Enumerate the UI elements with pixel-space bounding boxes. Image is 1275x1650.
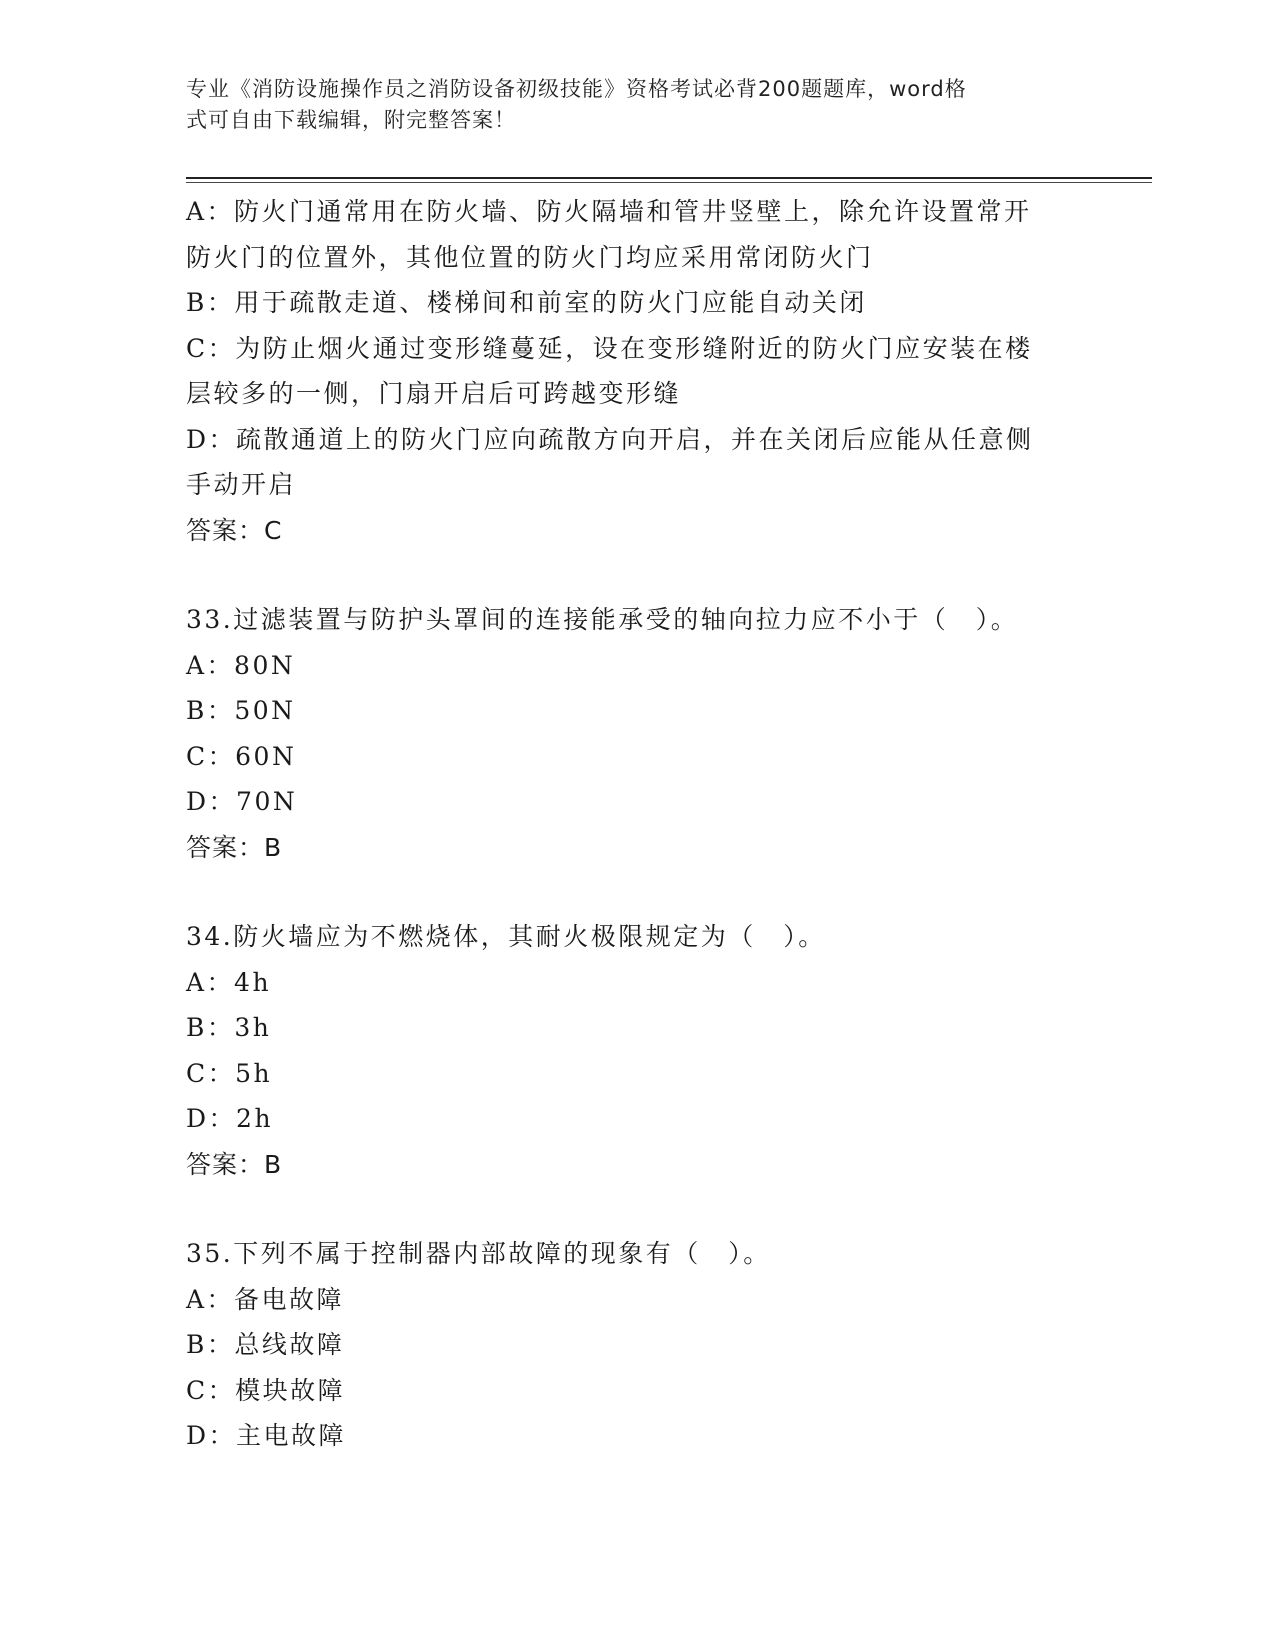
spacer xyxy=(186,1187,1086,1231)
option-a: A：80N xyxy=(186,650,296,680)
question-stem: 34.防火墙应为不燃烧体，其耐火极限规定为（ ）。 xyxy=(186,922,826,951)
option-c: C：模块故障 xyxy=(186,1375,346,1405)
spacer xyxy=(186,870,1086,914)
option-a-line-1: A：防火门通常用在防火墙、防火隔墙和管井竖壁上，除允许设置常开 xyxy=(186,197,1032,226)
question-33 xyxy=(186,597,1086,870)
option-c-line-1: C：为防止烟火通过变形缝蔓延，设在变形缝附近的防火门应安装在楼 xyxy=(186,333,1033,363)
option-b: B：50N xyxy=(186,696,296,725)
header-line-1: 专业《消防设施操作员之消防设备初级技能》资格考试必背200题题库，word格 xyxy=(186,77,967,101)
answer: 答案：C xyxy=(186,515,283,545)
option-d: D：2h xyxy=(186,1104,274,1133)
spacer xyxy=(186,553,1086,597)
option-b: B：用于疏散走道、楼梯间和前室的防火门应能自动关闭 xyxy=(186,288,867,317)
option-c: C：60N xyxy=(186,741,297,771)
answer: 答案：B xyxy=(186,832,283,862)
question-stem: 33.过滤装置与防护头罩间的连接能承受的轴向拉力应不小于（ ）。 xyxy=(186,605,1019,634)
header-line-2: 式可自由下载编辑，附完整答案！ xyxy=(186,108,516,132)
option-a-line-2: 防火门的位置外，其他位置的防火门均应采用常闭防火门 xyxy=(186,242,874,272)
answer: 答案：B xyxy=(186,1149,283,1179)
option-d: D：70N xyxy=(186,787,298,816)
question-content xyxy=(186,189,1086,1459)
prev-question xyxy=(186,189,1086,553)
question-stem: 35.下列不属于控制器内部故障的现象有（ ）。 xyxy=(186,1239,771,1268)
header-rule-thick xyxy=(186,177,1152,179)
option-a: A：备电故障 xyxy=(186,1284,345,1314)
option-a: A：4h xyxy=(186,967,272,997)
option-b: B：总线故障 xyxy=(186,1330,345,1359)
option-c: C：5h xyxy=(186,1058,273,1088)
option-d-line-1: D：疏散通道上的防火门应向疏散方向开启，并在关闭后应能从任意侧 xyxy=(186,424,1034,454)
option-d-line-2: 手动开启 xyxy=(186,470,297,499)
question-35 xyxy=(186,1231,1086,1459)
option-d: D：主电故障 xyxy=(186,1421,347,1450)
question-34 xyxy=(186,914,1086,1187)
option-b: B：3h xyxy=(186,1013,272,1042)
header-rule-thin xyxy=(186,182,1152,183)
option-c-line-2: 层较多的一侧，门扇开启后可跨越变形缝 xyxy=(186,379,682,408)
document-header xyxy=(186,74,1066,136)
